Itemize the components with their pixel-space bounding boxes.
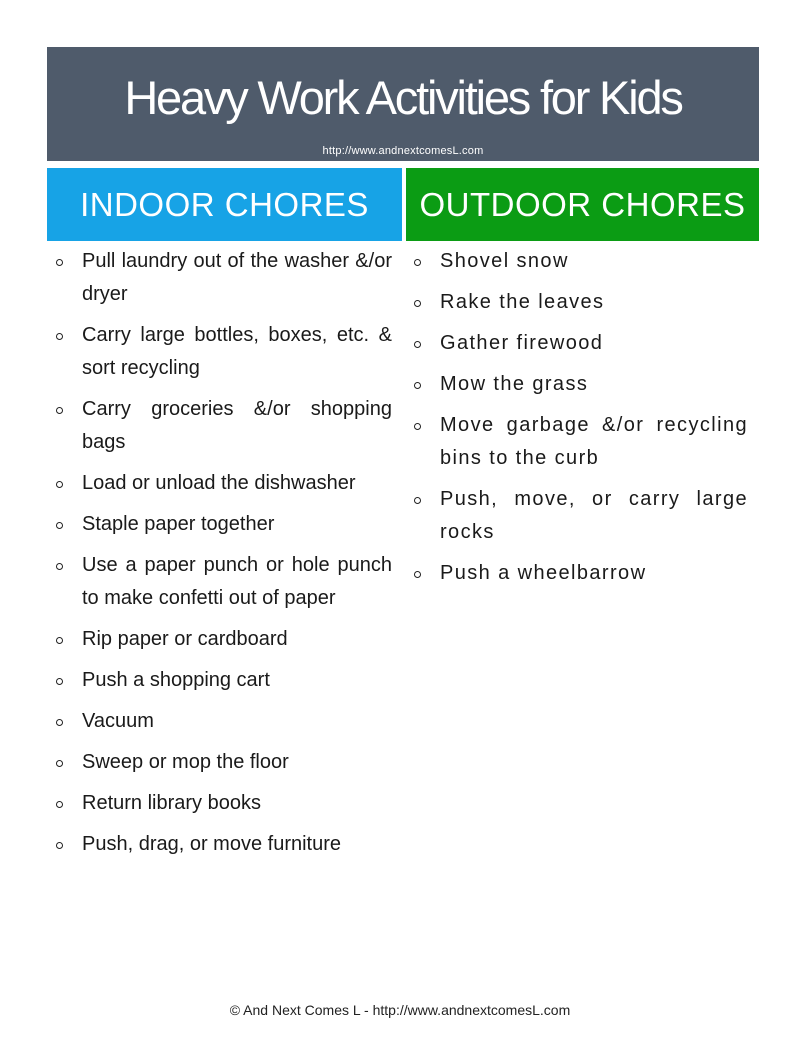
circle-bullet-icon	[414, 300, 421, 307]
circle-bullet-icon	[56, 760, 63, 767]
circle-bullet-icon	[414, 382, 421, 389]
circle-bullet-icon	[414, 259, 421, 266]
list-item: Mow the grass	[414, 368, 748, 401]
circle-bullet-icon	[56, 563, 63, 570]
circle-bullet-icon	[56, 333, 63, 340]
list-item: Push a shopping cart	[56, 664, 392, 697]
list-item: Shovel snow	[414, 245, 748, 278]
circle-bullet-icon	[414, 423, 421, 430]
page-header	[47, 47, 759, 161]
list-item: Sweep or mop the floor	[56, 746, 392, 779]
circle-bullet-icon	[414, 497, 421, 504]
circle-bullet-icon	[56, 481, 63, 488]
list-item: Pull laundry out of the washer &/or dryer	[56, 245, 392, 311]
indoor-chores-heading: INDOOR CHORES	[47, 168, 402, 241]
list-item: Carry large bottles, boxes, etc. & sort recycling	[56, 319, 392, 385]
outdoor-chores-heading: OUTDOOR CHORES	[406, 168, 759, 241]
page-title: Heavy Work Activities for Kids	[124, 71, 682, 124]
list-item: Rake the leaves	[414, 286, 748, 319]
list-item: Push, drag, or move furniture	[56, 828, 392, 861]
list-item: Gather firewood	[414, 327, 748, 360]
circle-bullet-icon	[56, 522, 63, 529]
indoor-chores-list	[56, 245, 392, 869]
circle-bullet-icon	[56, 637, 63, 644]
list-item: Vacuum	[56, 705, 392, 738]
list-item: Rip paper or cardboard	[56, 623, 392, 656]
list-item: Push, move, or carry large rocks	[414, 483, 748, 549]
list-item: Push a wheelbarrow	[414, 557, 748, 590]
circle-bullet-icon	[56, 259, 63, 266]
list-item: Move garbage &/or recycling bins to the curb	[414, 409, 748, 475]
header-url: http://www.andnextcomesL.com	[322, 145, 484, 157]
circle-bullet-icon	[56, 678, 63, 685]
circle-bullet-icon	[56, 801, 63, 808]
circle-bullet-icon	[56, 842, 63, 849]
list-item: Carry groceries &/or shopping bags	[56, 393, 392, 459]
circle-bullet-icon	[414, 571, 421, 578]
circle-bullet-icon	[56, 719, 63, 726]
circle-bullet-icon	[414, 341, 421, 348]
list-item: Load or unload the dishwasher	[56, 467, 392, 500]
outdoor-chores-list	[414, 245, 748, 598]
list-item: Return library books	[56, 787, 392, 820]
list-item: Use a paper punch or hole punch to make confetti out of paper	[56, 549, 392, 615]
circle-bullet-icon	[56, 407, 63, 414]
list-item: Staple paper together	[56, 508, 392, 541]
footer-copyright: © And Next Comes L - http://www.andnextcomesL.com	[229, 1002, 571, 1018]
